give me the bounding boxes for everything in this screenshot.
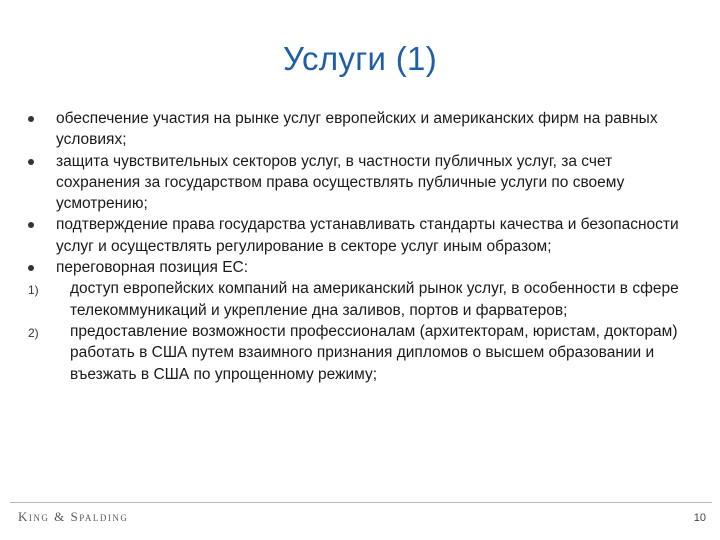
numbered-text: предоставление возможности профессионалам (архитекторам, юристам, докторам) работать в США путем взаимного признания дипломов о высшем образовании и въезжать в США по упрощенному режиму; — [70, 322, 678, 383]
item-number: 2) — [28, 325, 39, 340]
slide-content — [28, 108, 696, 385]
numbered-item — [28, 321, 696, 385]
numbered-item — [28, 278, 696, 321]
bullet-text: защита чувствительных секторов услуг, в частности публичных услуг, за счет сохранения за государством права осуществлять публичные услуги по своему усмотрению; — [56, 152, 625, 213]
slide-title: Услуги (1) — [283, 40, 437, 77]
bullet-item — [28, 108, 696, 151]
item-number: 1) — [28, 283, 39, 298]
numbered-text: доступ европейских компаний на американский рынок услуг, в особенности в сфере телекоммуникаций и укрепление дна заливов, портов и фарватеров; — [70, 280, 679, 319]
bullet-text: обеспечение участия на рынке услуг европейских и американских фирм на равных условиях; — [56, 110, 658, 149]
bullet-item — [28, 151, 696, 215]
bullet-text: подтверждение права государства устанавливать стандарты качества и безопасности услуг и осуществлять регулирование в секторе услуг иным образом; — [56, 216, 679, 255]
bullet-item — [28, 257, 696, 278]
bullet-icon — [28, 222, 34, 228]
bullet-item — [28, 214, 696, 257]
bullet-icon — [28, 265, 34, 271]
footer-divider — [10, 502, 712, 503]
page-number: 10 — [693, 512, 706, 524]
company-logo: King & Spalding — [18, 509, 129, 524]
bullet-icon — [28, 116, 34, 122]
bullet-text: переговорная позиция ЕС: — [56, 259, 249, 277]
bullet-icon — [28, 159, 34, 165]
